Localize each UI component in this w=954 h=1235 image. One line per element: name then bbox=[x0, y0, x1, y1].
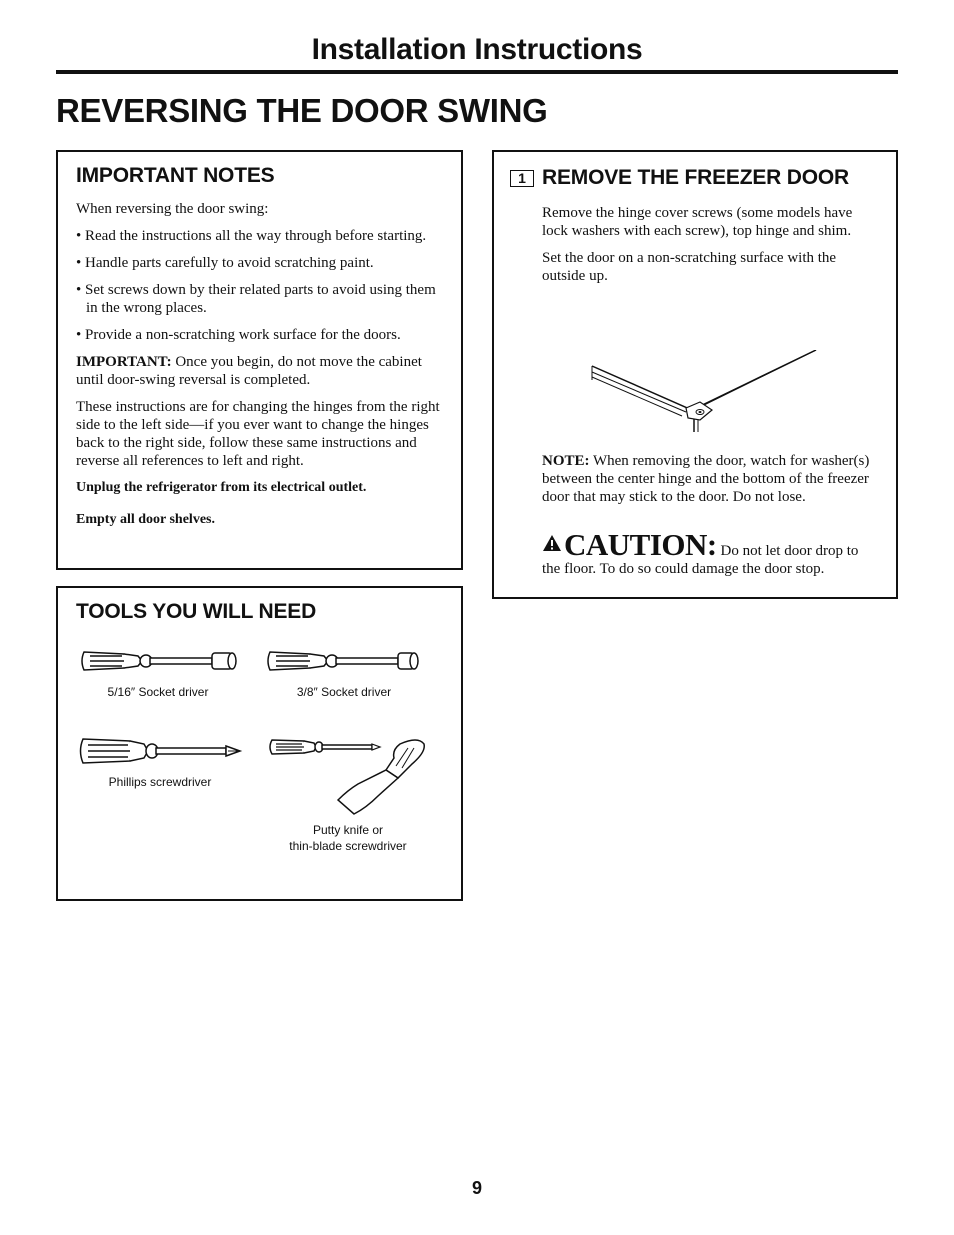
tool-label-putty-knife bbox=[258, 822, 438, 854]
empty-shelves-warning: Empty all door shelves. bbox=[76, 512, 215, 527]
tool-label-3-8-socket: 3/8″ Socket driver bbox=[296, 685, 392, 699]
step-number: 1 bbox=[510, 170, 534, 187]
tool-label-putty-knife-line2: thin-blade screwdriver bbox=[289, 839, 407, 853]
important-label: IMPORTANT: bbox=[76, 354, 172, 370]
important-text: Once you begin, do not move the cabinet until door-swing reversal is completed. bbox=[76, 354, 422, 388]
step-remove-freezer-door-box bbox=[492, 150, 898, 599]
step-paragraph-2: Set the door on a non-scratching surface with the outside up. bbox=[542, 250, 837, 284]
tool-label-phillips: Phillips screwdriver bbox=[108, 775, 212, 789]
notes-bullet: • Read the instructions all the way through before starting. bbox=[76, 228, 427, 244]
page-header-title: Installation Instructions bbox=[311, 33, 643, 66]
step-paragraph-1: Remove the hinge cover screws (some models have lock washers with each screw), top hinge and shim. bbox=[542, 205, 853, 239]
caution-text: Do not let door drop to the floor. To do so could damage the door stop. bbox=[542, 543, 859, 577]
tool-label-putty-knife-line1: Putty knife or bbox=[312, 823, 384, 837]
notes-bullet: • Set screws down by their related parts to avoid using them in the wrong places. bbox=[76, 282, 436, 316]
warning-triangle-icon bbox=[542, 534, 562, 552]
tool-label-5-16-socket: 5/16″ Socket driver bbox=[107, 685, 209, 699]
note-label: NOTE: bbox=[542, 453, 590, 469]
caution-label: CAUTION: bbox=[564, 527, 717, 562]
page-header bbox=[56, 30, 898, 74]
step-heading: REMOVE THE FREEZER DOOR bbox=[542, 166, 849, 189]
tools-heading: TOOLS YOU WILL NEED bbox=[76, 600, 317, 623]
important-paragraph bbox=[76, 353, 447, 389]
notes-bullet: • Handle parts carefully to avoid scratching paint. bbox=[76, 255, 374, 271]
socket-driver-icon bbox=[266, 646, 426, 676]
caution-block bbox=[542, 527, 880, 578]
important-notes-heading: IMPORTANT NOTES bbox=[76, 164, 275, 187]
phillips-screwdriver-icon bbox=[78, 734, 244, 768]
tools-box bbox=[56, 586, 463, 901]
page-number: 9 bbox=[471, 1178, 482, 1198]
unplug-warning: Unplug the refrigerator from its electrical outlet. bbox=[76, 480, 367, 495]
hinge-paragraph: These instructions are for changing the hinges from the right side to the left side—if you ever want to change the hinges back to the right side, follow these same instructions and reverse all references to left and right. bbox=[76, 399, 440, 469]
notes-intro: When reversing the door swing: bbox=[76, 201, 269, 217]
socket-driver-icon bbox=[80, 646, 240, 676]
freezer-door-illustration bbox=[590, 350, 820, 440]
notes-bullet: • Provide a non-scratching work surface for the doors. bbox=[76, 327, 401, 343]
note-text: When removing the door, watch for washer(s) between the center hinge and the bottom of the freezer door that may stick to the door. Do not lose. bbox=[542, 453, 870, 505]
putty-knife-icon bbox=[268, 734, 428, 824]
step-note bbox=[542, 452, 876, 506]
section-title: REVERSING THE DOOR SWING bbox=[56, 92, 548, 129]
important-notes-box bbox=[56, 150, 463, 570]
